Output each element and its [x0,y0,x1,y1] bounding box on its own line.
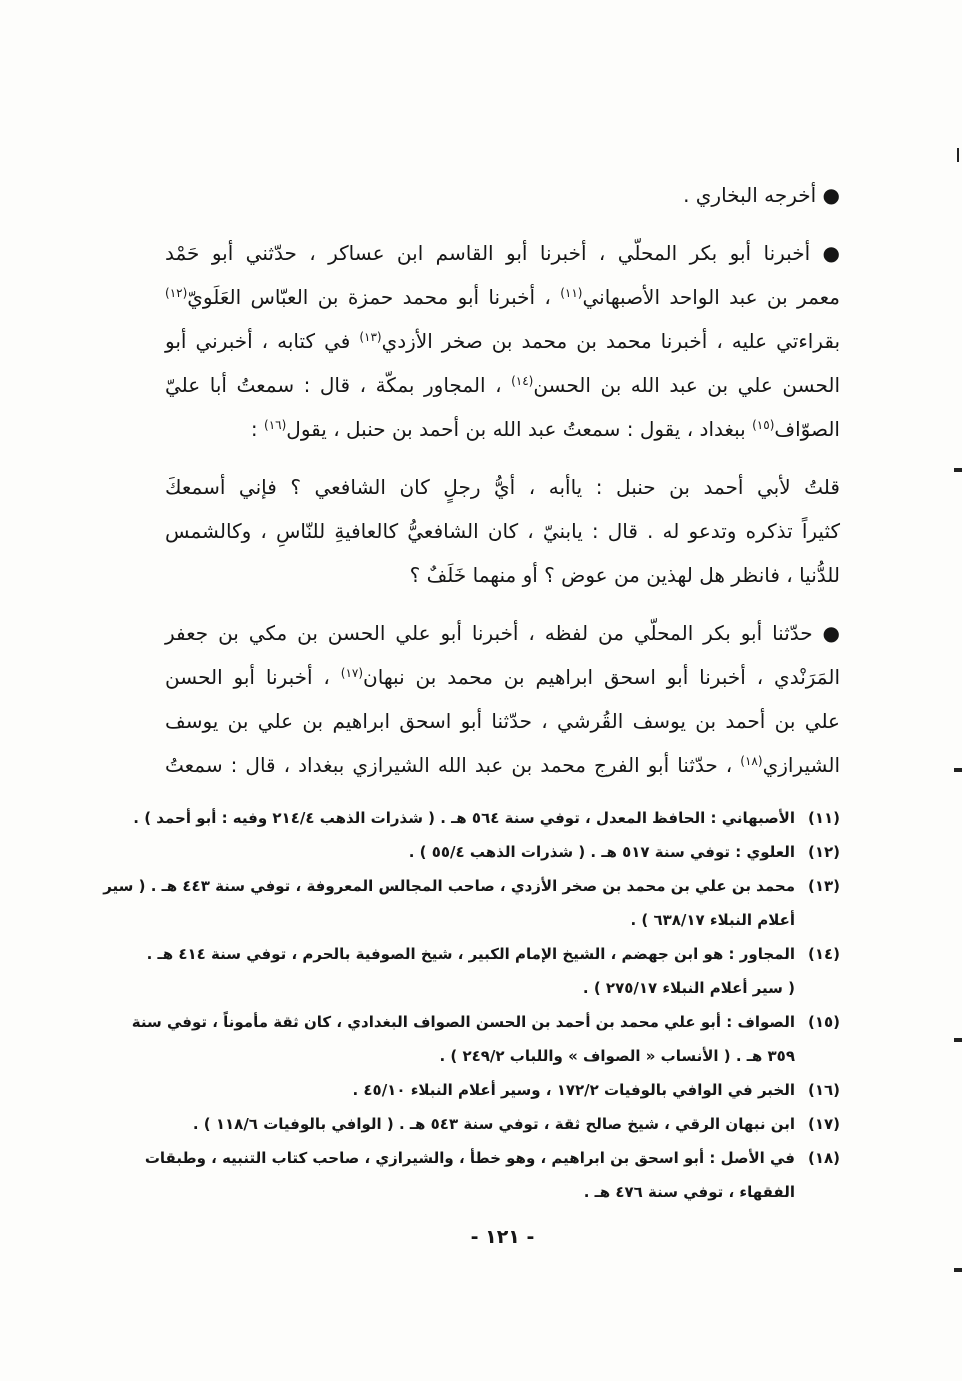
footnote-text [131,1005,795,1073]
text-line: للدُّنيا ، فانظر هل لهذين من عوض ؟ أو منهما خَلَفٌ ؟ [409,563,840,587]
footnote-15 [131,1005,840,1073]
footnote-12 [165,835,840,869]
footnote-text [133,801,795,835]
footnote-line: محمد بن علي بن محمد بن صخر الأزدي ، صاحب المجالس المعروفة ، توفي سنة ٤٤٣ هـ . ( سير [103,877,795,895]
text-line [165,743,840,787]
text-line: كثيراً تذكره وتدعو له . قال : يابنيّ ، كان الشافعيُّ كالعافيةِ للنّاسِ ، وكالشمس [165,519,840,543]
text-segment: في كتابه ، أخبرني أبو [165,329,360,353]
text-segment: الشيرازي [762,753,840,777]
footnote-text [144,1141,795,1209]
text-line: ● أخبرنا أبو بكر المحلّي ، أخبرنا أبو القاسم ابن عساكر ، حدّثني أبو حَمْد [165,241,840,265]
paragraph-3 [165,465,840,597]
footnote-number: (١٦) [807,1081,840,1099]
text-segment: الصوّاف [774,417,840,441]
text-segment: معمر بن عبد الواحد الأصبهاني [582,285,840,309]
footnote-line: أعلام النبلاء ٦٣٨/١٧ ) . [630,911,795,929]
footnote-text [165,835,795,869]
page-number: - ١٢١ - [470,1226,535,1248]
footnote-ref-14: (١٤) [511,373,534,388]
footnote-13 [103,869,840,937]
text-line: ● أخرجه البخاري . [683,183,840,207]
paragraph-4 [165,611,840,787]
footnote-ref-17: (١٧) [340,665,364,680]
scan-edge-mark [954,468,962,472]
footnote-ref-13: (١٣) [359,329,382,344]
footnote-17 [165,1107,840,1141]
paragraph-2 [165,231,840,451]
footnote-line: الخبر في الوافي بالوفيات ١٧٢/٢ ، وسير أعلام النبلاء ٤٥/١٠ . [352,1081,795,1099]
text-segment: الحسن علي بن عبد الله بن الحسن [533,373,841,397]
text-line: قلتُ لأبي أحمد بن حنبل : ياأبه ، أيُّ رجلٍ كان الشافعي ؟ فإني أسمعكَ [165,475,840,499]
text-segment: ، حدّثنا أبو الفرج محمد بن عبد الله الشيرازي ببغداد ، قال : سمعتُ [165,753,741,777]
scan-edge-mark [954,768,962,772]
text-line: علي بن أحمد بن يوسف القُرشي ، حدّثنا أبو اسحق ابراهيم بن علي بن يوسف [165,709,840,733]
footnote-line: المجاور : هو ابن جهضم ، الشيخ الإمام الكبير ، شيخ الصوفية بالحرم ، توفي سنة ٤١٤ هـ . [146,945,795,963]
footnote-number: (١٧) [807,1115,840,1133]
footnote-line: الصواف : أبو علي محمد بن أحمد بن الحسن الصواف البغدادي ، كان ثقة مأموناً ، توفي سنة [131,1013,795,1031]
footnote-line: في الأصل : أبو اسحق بن ابراهيم ، وهو خطأ ، والشيرازي ، صاحب كتاب التنبيه ، وطبقات [144,1149,795,1167]
text-line [165,275,840,319]
text-segment: ببغداد ، يقول : سمعتُ عبد الله بن أحمد بن حنبل ، يقول [286,417,753,441]
text-line [165,363,840,407]
footnote-text [146,937,795,1005]
footnote-line: العلوي : توفي سنة ٥١٧ هـ . ( شذرات الذهب ٥٥/٤ ) . [408,843,795,861]
text-line [165,319,840,363]
footnote-number: (١١) [807,809,840,827]
paragraph-1 [165,173,840,217]
footnote-line: الفقهاء ، توفي سنة ٤٧٦ هـ . [583,1183,795,1201]
text-segment: ، أخبرنا أبو محمد حمزة بن العبّاس العَلَويّ [187,285,561,309]
text-segment: المَرَنْدي ، أخبرنا أبو اسحق ابراهيم بن محمد بن نبهان [363,665,841,689]
main-text [165,173,840,787]
footnote-ref-16: (١٦) [264,417,287,432]
scan-edge-mark [957,148,959,162]
footnote-18 [144,1141,840,1209]
scan-edge-mark [954,1268,962,1272]
footnote-11 [133,801,840,835]
footnote-16 [165,1073,840,1107]
text-segment: : [250,417,265,441]
footnote-line: الأصبهاني : الحافظ المعدل ، توفي سنة ٥٦٤ هـ . ( شذرات الذهب ٢١٤/٤ وفيه : أبو أحمد ) . [133,809,795,827]
text-segment: ، المجاور بمكّة ، قال : سمعتُ أبا عليّ [165,373,512,397]
footnote-line: ( سير أعلام النبلاء ٢٧٥/١٧ ) . [582,979,795,997]
text-segment: بقراءتي عليه ، أخبرنا محمد بن محمد بن صخر الأزدي [381,329,841,353]
footnote-ref-11: (١١) [560,285,583,300]
footnote-text [103,869,795,937]
footnote-ref-12: (١٢) [165,285,188,300]
text-line [165,655,840,699]
footnote-number: (١٢) [807,843,840,861]
footnote-ref-18: (١٨) [740,753,763,768]
footnote-14 [146,937,840,1005]
footnote-number: (١٥) [807,1013,840,1031]
footnote-ref-15: (١٥) [752,417,775,432]
text-line: ● حدّثنا أبو بكر المحلّي من لفظه ، أخبرنا أبو علي الحسن بن مكي بن جعفر [165,621,840,645]
text-line [165,407,840,451]
footnote-line: ٣٥٩ هـ . ( الأنساب « الصواف » واللباب ٢٤٩/٢ ) . [439,1047,795,1065]
footnote-text [165,1073,795,1107]
footnote-number: (١٨) [807,1149,840,1167]
footnote-number: (١٣) [807,877,840,895]
footnote-number: (١٤) [807,945,840,963]
scan-edge-mark [954,1038,962,1042]
footnotes [103,801,840,1209]
text-segment: ، أخبرنا أبو الحسن [165,665,341,689]
footnote-text [165,1107,795,1141]
footnote-line: ابن نبهان الرقي ، شيخ صالح ثقة ، توفي سنة ٥٤٣ هـ . ( الوافي بالوفيات ١١٨/٦ ) . [192,1115,795,1133]
